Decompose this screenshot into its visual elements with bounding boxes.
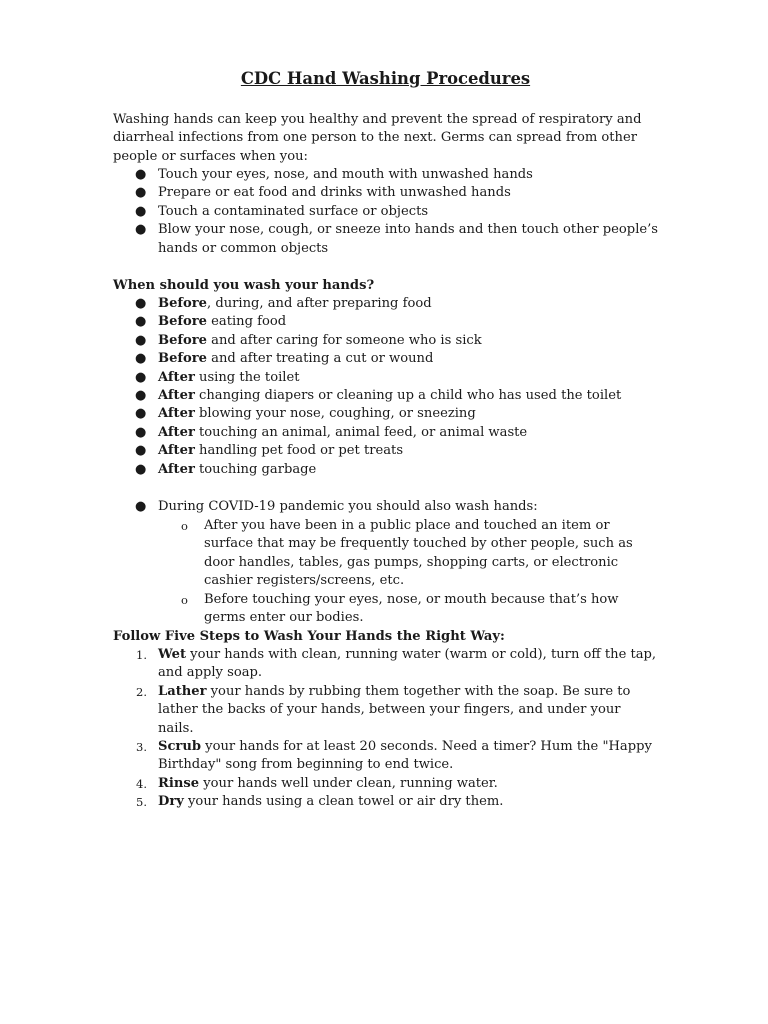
sub-bullet-icon: o [181, 592, 188, 607]
list-item: ● After touching garbage [113, 461, 658, 479]
intro-bullet-list [113, 166, 658, 258]
bullet-icon: ● [135, 461, 147, 477]
step-number: 1. [136, 648, 147, 662]
list-item: ● Before and after caring for someone who is sick [113, 332, 658, 350]
steps-heading: Follow Five Steps to Wash Your Hands the Right Way: [113, 629, 505, 644]
covid-sub-list [113, 517, 658, 627]
bullet-icon: ● [135, 296, 147, 311]
list-item: ● Touch your eyes, nose, and mouth with unwashed hands [113, 166, 658, 184]
document-title: CDC Hand Washing Procedures [240, 68, 531, 88]
step-number: 2. [136, 684, 147, 699]
bullet-icon: ● [135, 332, 147, 348]
list-item: o Before touching your eyes, nose, or mouth because that’s how germs enter our bodies. [181, 591, 619, 626]
list-item: 2. Lather your hands by rubbing them together with the soap. Be sure to lather the backs of your hands, between your fingers, and under your nails. [136, 683, 631, 736]
bullet-icon: ● [135, 222, 147, 238]
bullet-icon: ● [135, 443, 147, 459]
bullet-icon: ● [135, 185, 147, 201]
list-item: ● After touching an animal, animal feed, or animal waste [113, 424, 658, 442]
list-item: 5. Dry your hands using a clean towel or air dry them. [113, 793, 658, 811]
sub-bullet-icon: o [181, 519, 188, 533]
bullet-icon: ● [135, 167, 147, 182]
bullet-icon: ● [135, 203, 147, 219]
covid-bullet-list [113, 498, 658, 516]
when-bullet-list [113, 295, 658, 479]
when-heading: When should you wash your hands? [113, 278, 375, 293]
list-item: ● After changing diapers or cleaning up a child who has used the toilet [113, 387, 658, 405]
list-item: ● During COVID-19 pandemic you should also wash hands: [113, 498, 658, 516]
bullet-icon: ● [135, 351, 147, 367]
list-item: ● After using the toilet [113, 369, 658, 387]
step-number: 3. [136, 740, 147, 755]
list-item: ● Blow your nose, cough, or sneeze into hands and then touch other people’s hands or common objects [135, 222, 659, 256]
bullet-icon: ● [135, 424, 147, 440]
bullet-icon: ● [135, 406, 147, 422]
list-item: 3. Scrub your hands for at least 20 seconds. Need a timer? Hum the "Happy Birthday" song from beginning to end twice. [136, 739, 652, 773]
list-item: o After you have been in a public place and touched an item or surface that may be frequently touched by other people, such as door handles, tables, gas pumps, shopping carts, or electronic cashier registers/screens, etc. [181, 518, 633, 589]
steps-list [113, 646, 658, 812]
list-item: ● Touch a contaminated surface or objects [113, 203, 658, 221]
list-item: ● Before and after treating a cut or wound [113, 350, 658, 368]
bullet-icon: ● [135, 388, 147, 404]
intro-paragraph: Washing hands can keep you healthy and prevent the spread of respiratory and diarrheal infections from one person to the next. Germs can spread from other people or surfaces when you: [113, 112, 642, 164]
bullet-icon: ● [135, 314, 147, 330]
list-item: ● After handling pet food or pet treats [113, 442, 658, 460]
list-item: ● Before eating food [113, 313, 658, 331]
list-item: 4. Rinse your hands well under clean, running water. [113, 775, 658, 793]
list-item: ● Before, during, and after preparing food [113, 295, 658, 313]
bullet-icon: ● [135, 499, 147, 514]
list-item: 1. Wet your hands with clean, running water (warm or cold), turn off the tap, and apply soap. [136, 647, 657, 681]
bullet-icon: ● [135, 369, 147, 385]
step-number: 4. [136, 776, 147, 791]
step-number: 5. [136, 795, 147, 810]
list-item: ● After blowing your nose, coughing, or sneezing [113, 405, 658, 423]
list-item: ● Prepare or eat food and drinks with unwashed hands [113, 184, 658, 202]
